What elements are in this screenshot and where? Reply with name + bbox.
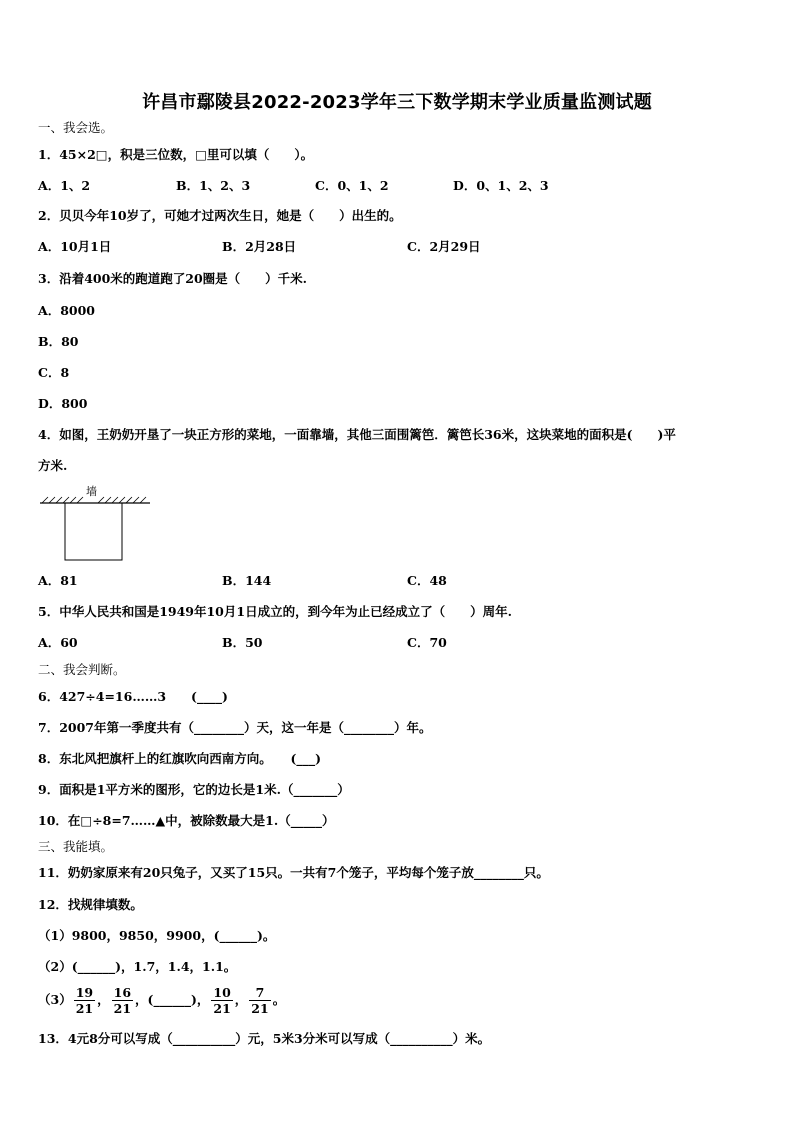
question-12-part-2: （2）(______)，1.7，1.4，1.1。 <box>38 959 237 974</box>
question-6: 6．427÷4=16……3 (____) <box>38 689 228 704</box>
fraction-numerator: 19 <box>75 985 94 1000</box>
fence-square <box>65 503 122 560</box>
fraction-19-21 <box>74 985 95 1016</box>
q4-option-c: C．48 <box>407 573 447 588</box>
separator: ， <box>97 992 110 1007</box>
question-4-stem: 4．如图，王奶奶开垦了一块正方形的菜地，一面靠墙，其他三面围篱笆．篱笆长36米，这块菜地的面积是( )平 <box>38 427 676 442</box>
question-13: 13．4元8分可以写成（__________）元，5米3分米可以写成（__________）米。 <box>38 1031 491 1046</box>
section-heading-fill: 三、我能填。 <box>38 839 114 854</box>
q3-option-d: D．800 <box>38 396 88 411</box>
wall-label: 墙 <box>86 485 97 498</box>
q3-option-b: B．80 <box>38 334 79 349</box>
question-12-stem: 12．找规律填数。 <box>38 897 143 912</box>
q1-option-c: C．0、1、2 <box>315 178 389 193</box>
part-3-prefix: （3） <box>38 992 72 1007</box>
fraction-numerator: 10 <box>213 985 231 1000</box>
question-11: 11．奶奶家原来有20只兔子，又买了15只。一共有7个笼子，平均每个笼子放________只。 <box>38 865 549 880</box>
q5-option-c: C．70 <box>407 635 447 650</box>
fraction-denominator: 21 <box>213 1001 231 1016</box>
question-2-stem: 2．贝贝今年10岁了，可她才过两次生日，她是（ ）出生的。 <box>38 208 402 223</box>
question-7: 7．2007年第一季度共有（________）天，这一年是（________）年。 <box>38 720 432 735</box>
q1-option-d: D．0、1、2、3 <box>453 178 549 193</box>
fraction-7-21 <box>249 985 270 1016</box>
q2-option-b: B．2月28日 <box>222 239 297 254</box>
q3-option-c: C．8 <box>38 365 70 380</box>
q2-option-a: A．10月1日 <box>38 239 112 254</box>
q4-option-a: A．81 <box>38 573 78 588</box>
question-1-stem: 1．45×2□，积是三位数，□里可以填（ ）。 <box>38 147 314 162</box>
question-12-part-3 <box>38 983 285 1017</box>
answer-blank: ，(______)， <box>135 992 210 1007</box>
q1-option-a: A．1、2 <box>38 178 91 193</box>
page-title: 许昌市鄢陵县2022-2023学年三下数学期末学业质量监测试题 <box>142 92 652 113</box>
fraction-denominator: 21 <box>251 1001 269 1016</box>
q5-option-a: A．60 <box>38 635 78 650</box>
question-3-stem: 3．沿着400米的跑道跑了20圈是（ ）千米. <box>38 271 308 286</box>
fraction-16-21 <box>112 985 133 1016</box>
section-heading-judge: 二、我会判断。 <box>38 662 126 677</box>
fraction-10-21 <box>211 985 232 1016</box>
fraction-numerator: 7 <box>249 985 270 1001</box>
fraction-denominator: 21 <box>113 1001 132 1016</box>
question-12-part-1: （1）9800，9850，9900，(______)。 <box>38 928 276 943</box>
fraction-numerator: 16 <box>113 985 132 1000</box>
question-4-stem-continued: 方米. <box>38 458 68 473</box>
separator: ， <box>234 992 248 1007</box>
question-5-stem: 5．中华人民共和国是1949年10月1日成立的，到今年为止已经成立了（ ）周年. <box>38 604 512 619</box>
period: 。 <box>272 992 286 1007</box>
q5-option-b: B．50 <box>222 635 263 650</box>
question-9: 9．面积是1平方米的图形，它的边长是1米.（_______） <box>38 782 350 797</box>
q4-option-b: B．144 <box>222 573 272 588</box>
question-10: 10．在□÷8=7……▲中，被除数最大是1.（_____） <box>38 813 335 828</box>
section-heading-choice: 一、我会选。 <box>38 120 114 135</box>
fraction-denominator: 21 <box>75 1001 94 1016</box>
question-8: 8．东北风把旗杆上的红旗吹向西南方向。 (___) <box>38 751 322 766</box>
wall-garden-figure <box>38 483 158 563</box>
q3-option-a: A．8000 <box>38 303 95 318</box>
q2-option-c: C．2月29日 <box>407 239 481 254</box>
q1-option-b: B．1、2、3 <box>176 178 251 193</box>
